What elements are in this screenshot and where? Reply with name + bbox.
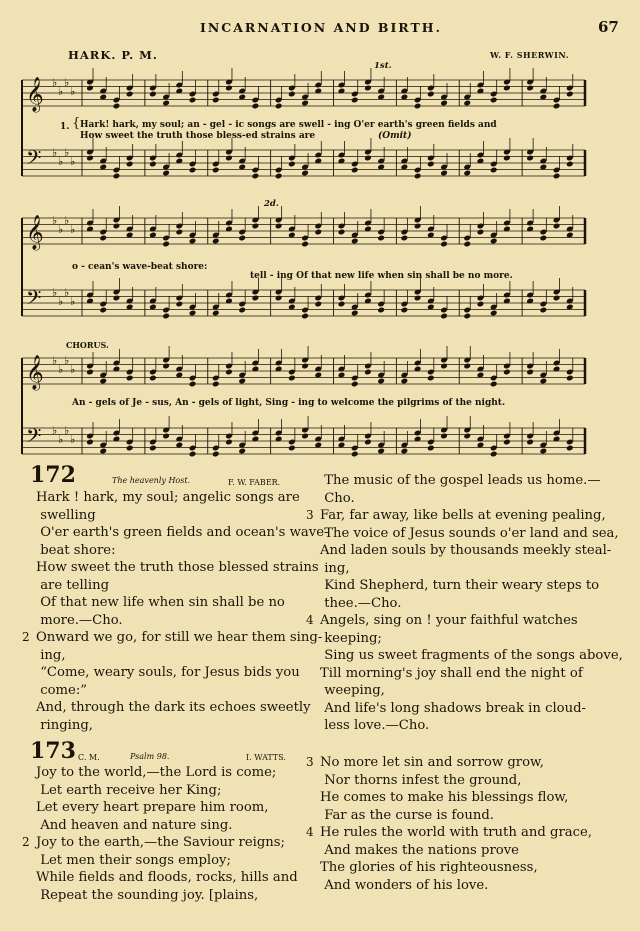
verse-text: keeping; [320, 630, 382, 646]
note-head [149, 91, 157, 98]
note-head [189, 97, 197, 104]
verse-line [22, 524, 328, 542]
note-head [301, 170, 309, 177]
verse-line [306, 807, 592, 825]
flat-icon: ♭ [64, 214, 70, 227]
note-head [526, 439, 534, 446]
verse-line [306, 525, 623, 543]
note-head [477, 301, 485, 308]
note-head [503, 155, 511, 162]
note-head [440, 241, 448, 248]
note-head [275, 173, 283, 180]
verse-number: 2 [22, 835, 30, 849]
note-head [175, 301, 183, 308]
flat-icon: ♭ [70, 85, 76, 98]
verse-line [22, 489, 328, 507]
flat-icon: ♭ [52, 354, 58, 367]
verse-text: Onward we go, for still we hear them sing- [36, 630, 323, 645]
note-head [540, 378, 548, 385]
note-head [238, 307, 246, 314]
note-head [414, 103, 422, 110]
note-head [503, 85, 511, 92]
note-head [553, 173, 561, 180]
lyric-line-2b: tell - ing Of that new life when sin shall be no more. [250, 271, 513, 281]
note-head [189, 451, 197, 458]
treble-clef-icon: 𝄞 [26, 215, 44, 250]
note-head [162, 170, 170, 177]
note-head [314, 301, 322, 308]
note-head [463, 241, 471, 248]
note-head [477, 229, 485, 236]
note-head [463, 363, 471, 370]
note-head [238, 378, 246, 385]
hymn-172-right-column [306, 472, 623, 735]
note-head [212, 167, 220, 174]
note-head [526, 85, 534, 92]
verse-text: Let every heart prepare him room, [36, 800, 269, 815]
note-head [86, 155, 94, 162]
verse-line [306, 507, 623, 525]
note-head [490, 451, 498, 458]
note-head [86, 369, 94, 376]
verse-line [22, 647, 328, 665]
flat-icon: ♭ [58, 155, 64, 168]
verse-text: And wonders of his love. [320, 877, 489, 893]
verse-text: Nor thorns infest the ground, [320, 772, 522, 788]
note-head [225, 439, 233, 446]
flat-icon: ♭ [58, 223, 64, 236]
note-head [86, 439, 94, 446]
note-head [427, 91, 435, 98]
note-head [99, 378, 107, 385]
flat-icon: ♭ [70, 363, 76, 376]
note-head [364, 155, 372, 162]
verse-line [306, 490, 623, 508]
hymn-172-author: F. W. FABER. [228, 478, 281, 487]
note-head [212, 97, 220, 104]
verse-text: Let men their songs employ; [36, 852, 231, 868]
note-head [189, 310, 197, 317]
note-head [490, 238, 498, 245]
verse-line [306, 577, 623, 595]
hymn-173-right-column [306, 754, 592, 894]
hymn-173-left-column [22, 764, 298, 904]
note-head [99, 448, 107, 455]
note-head [288, 91, 296, 98]
verse-line [22, 764, 298, 782]
hymn-172-subtitle: The heavenly Host. [112, 476, 191, 485]
verse-line [306, 842, 592, 860]
note-head [526, 369, 534, 376]
note-head [301, 241, 309, 248]
note-head [162, 433, 170, 440]
tune-name: HARK. P. M. [68, 48, 158, 62]
lyric-line-3: An - gels of Je - sus, An - gels of light, Sing - ing to welcome the pilgrims of the night. [72, 398, 506, 408]
note-head [238, 235, 246, 242]
note-head [427, 161, 435, 168]
verse-text: Angels, sing on ! your faithful watches [320, 613, 578, 628]
note-head [288, 161, 296, 168]
note-head [351, 238, 359, 245]
verse-line [22, 699, 328, 717]
note-head [351, 451, 359, 458]
note-head [99, 235, 107, 242]
note-head [414, 295, 422, 302]
note-head [149, 375, 157, 382]
note-head [427, 445, 435, 452]
flat-icon: ♭ [70, 155, 76, 168]
note-head [162, 313, 170, 320]
verse-text: The glories of his righteousness, [320, 860, 538, 875]
note-head [503, 369, 511, 376]
note-head [225, 369, 233, 376]
note-head [463, 100, 471, 107]
note-head [526, 155, 534, 162]
flat-icon: ♭ [70, 295, 76, 308]
verse-number: 1. [60, 122, 70, 132]
note-head [377, 307, 385, 314]
note-head [364, 439, 372, 446]
verse-line [306, 472, 623, 490]
note-head [338, 301, 346, 308]
verse-text: He rules the world with truth and grace, [320, 825, 592, 840]
verse-text: are telling [36, 577, 110, 593]
note-head [566, 91, 574, 98]
note-head [414, 173, 422, 180]
verse-line [306, 877, 592, 895]
verse-text: No more let sin and sorrow grow, [320, 755, 544, 770]
verse-text: weeping, [320, 683, 385, 698]
verse-line [306, 824, 592, 842]
note-head [275, 223, 283, 230]
note-head [490, 167, 498, 174]
second-ending-mark: 2d. [264, 199, 279, 209]
verse-text: Joy to the world,—the Lord is come; [36, 765, 277, 780]
verse-text: Far, far away, like bells at evening pealing, [320, 508, 606, 523]
note-head [401, 235, 409, 242]
verse-text: Of that new life when sin shall be no [36, 595, 285, 610]
bass-clef-icon: 𝄢 [26, 286, 42, 314]
note-head [440, 363, 448, 370]
note-head [225, 85, 233, 92]
note-head [238, 448, 246, 455]
verse-text: Let earth receive her King; [36, 782, 222, 798]
note-head [189, 381, 197, 388]
note-head [126, 161, 134, 168]
verse-text: And makes the nations prove [320, 842, 519, 858]
verse-text: How sweet the truth those blessed strains [36, 560, 319, 575]
note-head [113, 173, 121, 180]
note-head [553, 103, 561, 110]
treble-clef-icon: 𝄞 [26, 77, 44, 112]
note-head [162, 100, 170, 107]
verse-line [22, 817, 298, 835]
note-head [566, 445, 574, 452]
verse-text: more.—Cho. [36, 612, 123, 628]
verse-text: And, through the dark its echoes sweetly [36, 700, 311, 715]
verse-line [306, 542, 623, 560]
note-head [301, 363, 309, 370]
note-head [463, 433, 471, 440]
omit-mark: (Omit) [378, 131, 412, 141]
flat-icon: ♭ [58, 433, 64, 446]
verse-text: Kind Shepherd, turn their weary steps to [320, 578, 600, 593]
verse-line [306, 560, 623, 578]
verse-line [22, 717, 328, 735]
hymn-172-number: 172 [30, 462, 76, 488]
verse-line [22, 559, 328, 577]
note-head [86, 85, 94, 92]
composer: W. F. SHERWIN. [490, 50, 569, 60]
verse-line [22, 782, 298, 800]
note-head [490, 310, 498, 317]
verse-text: And life's long shadows break in cloud- [320, 700, 587, 716]
flat-icon: ♭ [52, 424, 58, 437]
verse-text: He comes to make his blessings flow, [320, 790, 569, 805]
chorus-label: CHORUS. [66, 340, 109, 350]
flat-icon: ♭ [52, 146, 58, 159]
note-head [126, 445, 134, 452]
verse-text: less love.—Cho. [320, 718, 430, 733]
note-head [440, 313, 448, 320]
note-head [99, 307, 107, 314]
flat-icon: ♭ [58, 295, 64, 308]
note-head [553, 223, 561, 230]
hymn-173-number: 173 [30, 738, 76, 764]
note-head [338, 229, 346, 236]
note-head [351, 167, 359, 174]
bass-clef-icon: 𝄢 [26, 424, 42, 452]
note-head [126, 91, 134, 98]
verse-text: Joy to the earth,—the Saviour reigns; [36, 835, 285, 850]
verse-text: And heaven and nature sing. [36, 817, 233, 833]
verse-text: ing, [320, 560, 350, 576]
note-head [351, 381, 359, 388]
verse-line [306, 754, 592, 772]
verse-line [22, 664, 328, 682]
note-head [149, 445, 157, 452]
note-head [414, 223, 422, 230]
note-head [463, 313, 471, 320]
verse-line [22, 852, 298, 870]
verse-line [306, 859, 592, 877]
note-head [440, 170, 448, 177]
flat-icon: ♭ [64, 424, 70, 437]
verse-number: 4 [306, 613, 314, 627]
verse-line [306, 789, 592, 807]
verse-text: Cho. [320, 490, 355, 506]
note-head [364, 369, 372, 376]
note-head [113, 295, 121, 302]
verse-line [22, 612, 328, 630]
note-head [566, 161, 574, 168]
treble-clef-icon: 𝄞 [26, 355, 44, 390]
note-head [113, 103, 121, 110]
verse-text: come:” [36, 682, 88, 698]
verse-text: ringing, [36, 717, 93, 733]
verse-text: And laden souls by thousands meekly steal- [320, 543, 612, 558]
verse-text: thee.—Cho. [320, 595, 402, 611]
verse-line [306, 772, 592, 790]
note-head [275, 103, 283, 110]
flat-icon: ♭ [64, 354, 70, 367]
lyric-brace: { [72, 116, 81, 131]
note-head [212, 238, 220, 245]
verse-line [306, 595, 623, 613]
note-head [377, 378, 385, 385]
note-head [351, 310, 359, 317]
note-head [175, 229, 183, 236]
note-head [149, 161, 157, 168]
verse-text: Till morning's joy shall end the night of [320, 665, 583, 681]
hymn-172-left-column [22, 489, 328, 734]
note-head [364, 85, 372, 92]
note-head [463, 170, 471, 177]
note-head [377, 235, 385, 242]
note-head [401, 378, 409, 385]
note-head [252, 223, 260, 230]
verse-line [306, 717, 623, 735]
lyric-line-1b: How sweet the truth those bless-ed strains are [80, 131, 316, 141]
note-head [252, 295, 260, 302]
note-head [440, 433, 448, 440]
lyric-line-1a: Hark! hark, my soul; an - gel - ic songs are swell - ing O'er earth's green fields and [80, 120, 497, 130]
note-head [301, 100, 309, 107]
flat-icon: ♭ [52, 286, 58, 299]
note-head [212, 381, 220, 388]
bass-clef-icon: 𝄢 [26, 146, 42, 174]
note-head [212, 310, 220, 317]
note-head [490, 381, 498, 388]
note-head [288, 445, 296, 452]
note-head [503, 439, 511, 446]
note-head [566, 375, 574, 382]
note-head [377, 448, 385, 455]
verse-line [306, 630, 623, 648]
verse-line [306, 612, 623, 630]
note-head [288, 375, 296, 382]
verse-number: 3 [306, 508, 314, 522]
verse-line [22, 869, 298, 887]
flat-icon: ♭ [58, 363, 64, 376]
note-head [252, 103, 260, 110]
verse-text: O'er earth's green fields and ocean's wave- [36, 525, 329, 540]
verse-line [306, 647, 623, 665]
flat-icon: ♭ [70, 433, 76, 446]
note-head [401, 307, 409, 314]
flat-icon: ♭ [58, 85, 64, 98]
hymn-173-subtitle: Psalm 98. [130, 752, 170, 761]
flat-icon: ♭ [64, 146, 70, 159]
hymn-173-meter: C. M. [78, 753, 100, 762]
verse-text: beat shore: [36, 542, 116, 558]
verse-line [22, 799, 298, 817]
verse-line [22, 542, 328, 560]
verse-line [306, 665, 623, 683]
note-head [113, 223, 121, 230]
section-title: INCARNATION AND BIRTH. [200, 20, 442, 35]
verse-number: 3 [306, 755, 314, 769]
verse-line [22, 887, 298, 905]
flat-icon: ♭ [70, 223, 76, 236]
verse-line [306, 682, 623, 700]
verse-line [22, 834, 298, 852]
note-head [301, 433, 309, 440]
verse-text: The voice of Jesus sounds o'er land and sea, [320, 525, 619, 541]
verse-text: Repeat the sounding joy. [plains, [36, 887, 259, 903]
verse-text: The music of the gospel leads us home.— [320, 473, 601, 488]
flat-icon: ♭ [64, 76, 70, 89]
note-head [490, 97, 498, 104]
note-head [301, 313, 309, 320]
verse-line [22, 507, 328, 525]
flat-icon: ♭ [64, 286, 70, 299]
note-head [189, 167, 197, 174]
note-head [275, 295, 283, 302]
verse-line [22, 682, 328, 700]
note-head [252, 173, 260, 180]
note-head [351, 97, 359, 104]
note-head [314, 229, 322, 236]
verse-line [306, 700, 623, 718]
lyric-line-2a: o - cean's wave-beat shore: [72, 262, 208, 272]
verse-line [22, 629, 328, 647]
note-head [189, 238, 197, 245]
note-head [540, 448, 548, 455]
flat-icon: ♭ [52, 214, 58, 227]
note-head [225, 155, 233, 162]
note-head [440, 100, 448, 107]
verse-text: ing, [36, 647, 66, 663]
hymn-173-author: I. WATTS. [246, 753, 286, 762]
verse-text: Far as the curse is found. [320, 807, 494, 823]
flat-icon: ♭ [52, 76, 58, 89]
verse-line [22, 594, 328, 612]
note-head [427, 375, 435, 382]
verse-text: While fields and floods, rocks, hills and [36, 870, 298, 885]
verse-number: 2 [22, 630, 30, 644]
note-head [126, 375, 134, 382]
verse-line [22, 577, 328, 595]
verse-text: Hark ! hark, my soul; angelic songs are [36, 490, 300, 505]
verse-text: Sing us sweet fragments of the songs above, [320, 648, 623, 663]
note-head [162, 241, 170, 248]
verse-number: 4 [306, 825, 314, 839]
note-head [162, 363, 170, 370]
page-number: 67 [598, 18, 619, 36]
note-head [553, 295, 561, 302]
note-head [540, 235, 548, 242]
verse-text: swelling [36, 507, 96, 523]
verse-text: “Come, weary souls, for Jesus bids you [36, 665, 300, 680]
note-head [212, 451, 220, 458]
note-head [540, 307, 548, 314]
first-ending-mark: 1st. [374, 61, 392, 71]
note-head [401, 448, 409, 455]
